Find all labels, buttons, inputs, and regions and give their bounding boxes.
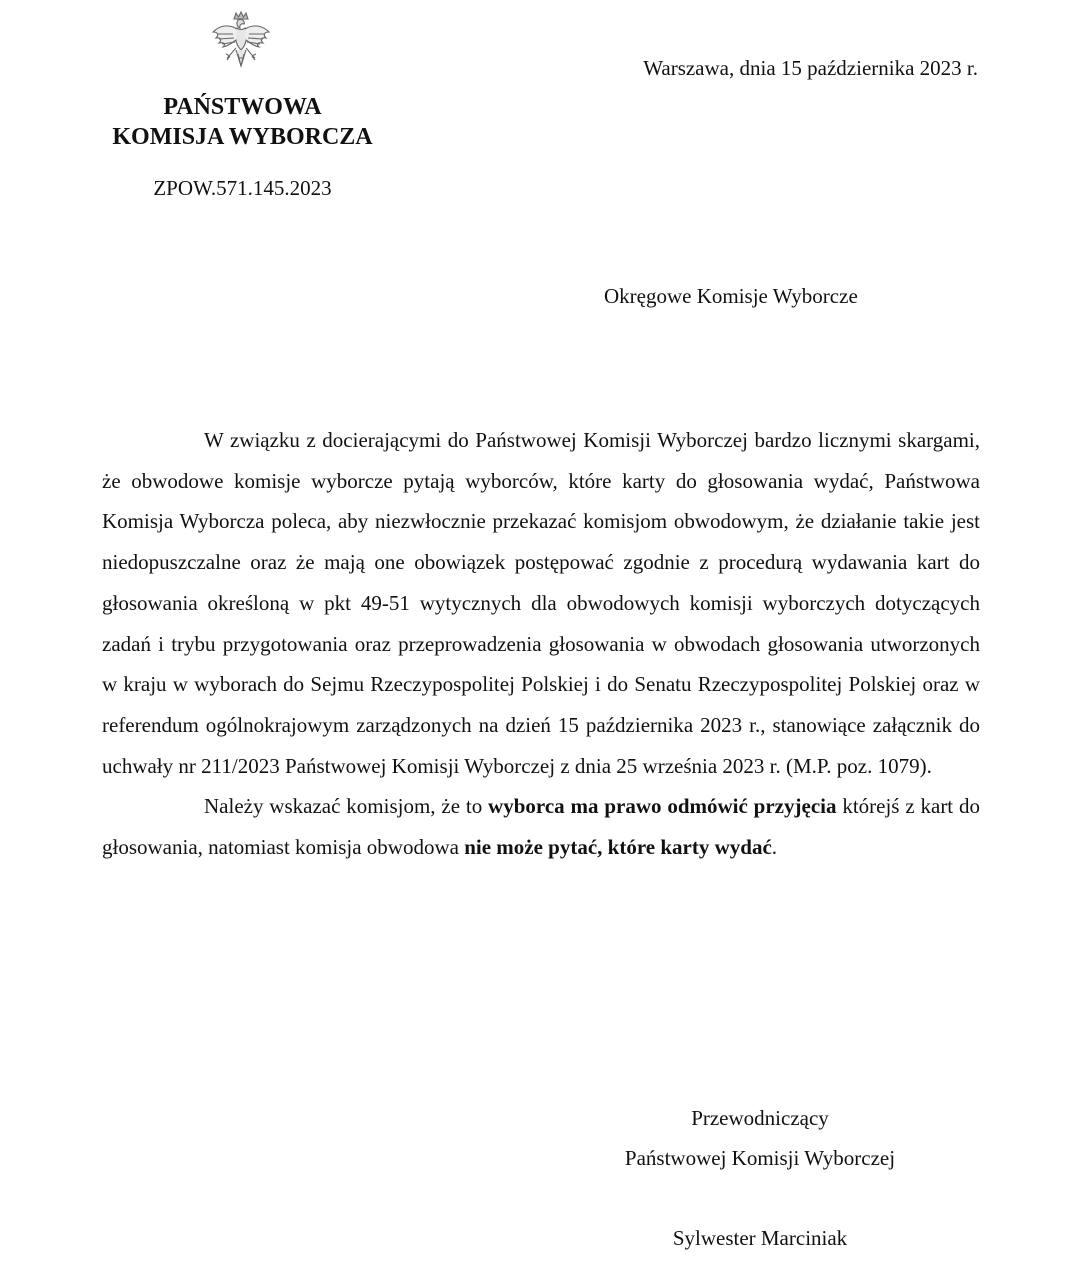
signatory-name: Sylwester Marciniak	[672, 1226, 848, 1250]
reference-number: ZPOW.571.145.2023	[153, 176, 332, 200]
paragraph-2-emphasis-2: nie może pytać, które karty wydać	[464, 835, 772, 860]
polish-eagle-emblem-icon	[209, 10, 273, 76]
signature-title	[600, 1098, 920, 1178]
paragraph-2-text-3: .	[771, 835, 778, 860]
letter-body	[102, 420, 980, 868]
signature-title-line1: Przewodniczący	[691, 1106, 829, 1130]
body-paragraph-1: W związku z docierającymi do Państwowej Komisji Wyborczej bardzo licznymi skargami, że obwodowe komisje wyborcze pytają wyborców, które karty do głosowania wydać, Państwowa Komisja Wyborcza poleca, aby niezwłocznie przekazać komisjom obwodowym, że działanie takie jest niedopuszczalne oraz że mają one obowiązek postępować zgodnie z procedurą wydawania kart do głosowania określoną w pkt 49-51 wytycznych dla obwodowych komisji wyborczych dotyczących zadań i trybu przygotowania oraz przeprowadzenia głosowania w obwodach głosowania utworzonych w kraju w wyborach do Sejmu Rzeczypospolitej Polskiej i do Senatu Rzeczypospolitej Polskiej oraz w referendum ogólnokrajowym zarządzonych na dzień 15 października 2023 r., stanowiące załącznik do uchwały nr 211/2023 Państwowej Komisji Wyborczej z dnia 25 września 2023 r. (M.P. poz. 1079).	[102, 428, 980, 778]
organization-name-line2: KOMISJA WYBORCZA	[112, 124, 373, 150]
place-and-date: Warszawa, dnia 15 października 2023 r.	[643, 56, 978, 80]
paragraph-2-text-2: którejś z kart do głosowania, natomiast komisja obwodowa	[102, 794, 980, 860]
addressee: Okręgowe Komisje Wyborcze	[604, 284, 858, 308]
organization-name	[90, 92, 395, 152]
body-paragraph-2	[102, 786, 980, 867]
paragraph-2-emphasis-1: wyborca ma prawo odmówić przyjęcia	[488, 794, 837, 819]
signature-title-line2: Państwowej Komisji Wyborczej	[624, 1146, 896, 1170]
organization-name-line1: PAŃSTWOWA	[163, 94, 322, 120]
paragraph-2-text-1: Należy wskazać komisjom, że to	[204, 794, 489, 819]
